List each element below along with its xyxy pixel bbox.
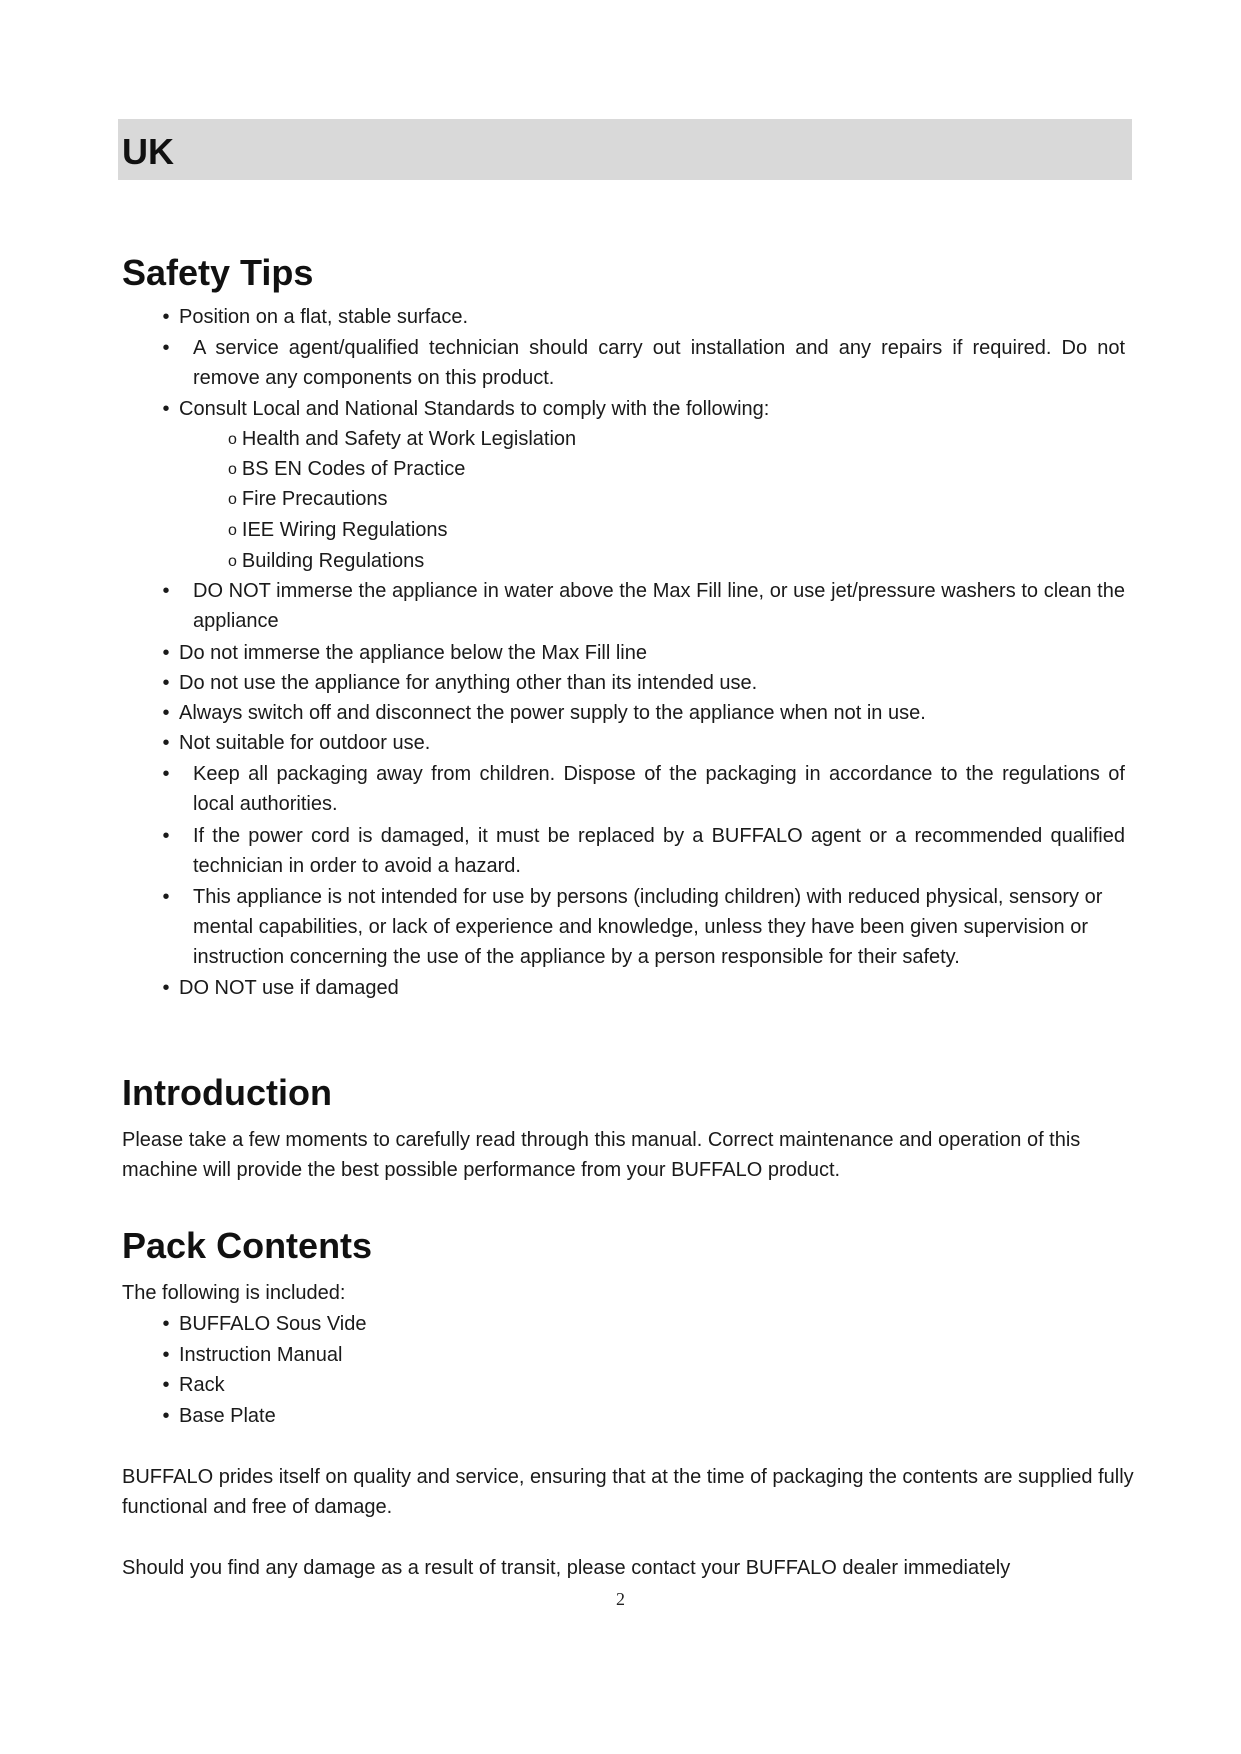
bullet-icon: •	[162, 1374, 170, 1396]
circle-bullet-icon: o	[228, 522, 237, 539]
page-number: 2	[616, 1589, 625, 1609]
bullet-icon: •	[162, 1313, 170, 1335]
introduction-body: Please take a few moments to carefully read through this manual. Correct maintenance and operation of this machine will provide the best possible performance from your BUFFALO product.	[122, 1129, 1081, 1181]
language-banner	[118, 119, 1132, 180]
circle-bullet-icon: o	[228, 553, 237, 570]
standards-item: o IEE Wiring Regulations	[228, 519, 448, 541]
quality-statement: BUFFALO prides itself on quality and service, ensuring that at the time of packaging the contents are supplied fully functional and free of damage.	[122, 1466, 1134, 1518]
bullet-icon: •	[162, 337, 170, 359]
bullet-icon: •	[162, 580, 170, 602]
bullet-icon: •	[162, 398, 170, 420]
safety-tips-heading: Safety Tips	[122, 252, 314, 293]
standards-item: o BS EN Codes of Practice	[228, 458, 466, 480]
pack-contents-lead: The following is included:	[122, 1282, 346, 1304]
bullet-icon: •	[162, 732, 170, 754]
bullet-icon: •	[162, 1405, 170, 1427]
language-title: UK	[122, 131, 174, 172]
circle-bullet-icon: o	[228, 431, 237, 448]
bullet-icon: •	[162, 642, 170, 664]
document-page: UK Safety Tips • Position on a flat, stable surface. • A service agent/qualified technician should carry out installation and any repairs if required. Do not remove any components on this product. • Consult Local and National Standards to comply with the following: o Health and Safety at Work Legislation o BS EN Codes of Practice o Fire Precautions o IEE Wiring Regulations o Building Regulations • DO NOT immerse the appliance in water above the Max Fill line, or use jet/pressure washers to clean the appliance • Do not immerse the appliance below the Max Fill line • Do not use the appliance for anything other than its intended use. • Always switch off and disconnect the power supply to the appliance when not in use. • Not suitable for outdoor use. • Keep all packaging away from children. Dispose of the packaging in accordance to the regulations of local authorities. • If the power cord is damaged, it must be replaced by a BUFFALO agent or a recommended qualified technician in order to avoid a hazard. • This appliance is not intended for use by persons (including children) with reduced physical, sensory or mental capabilities, or lack of experience and knowledge, unless they have been given supervision or instruction concerning the use of the appliance by a person responsible for their safety. • DO NOT use if damaged Introduction Please take a few moments to carefully read through this manual. Correct maintenance and operation of this machine will provide the best possible performance from your BUFFALO product. Pack Contents The following is included: • BUFFALO Sous Vide • Instruction Manual • Rack • Base Plate BUFFALO prides itself on quality and service, ensuring that at the time of packaging the contents are supplied fully functional and free of damage. Should you find any damage as a result of transit, please contact your BUFFALO dealer immediately 2	[0, 0, 1241, 1754]
bullet-icon: •	[162, 306, 170, 328]
bullet-icon: •	[162, 977, 170, 999]
bullet-icon: •	[162, 1344, 170, 1366]
pack-contents-heading: Pack Contents	[122, 1225, 373, 1266]
introduction-heading: Introduction	[122, 1072, 332, 1113]
bullet-icon: •	[162, 886, 170, 908]
bullet-icon: •	[162, 763, 170, 785]
bullet-icon: •	[162, 825, 170, 847]
circle-bullet-icon: o	[228, 461, 237, 478]
damage-notice: Should you find any damage as a result of transit, please contact your BUFFALO dealer immediately	[122, 1557, 1011, 1579]
standards-item: o Health and Safety at Work Legislation	[228, 428, 577, 450]
standards-item: o Building Regulations	[228, 550, 425, 572]
bullet-icon: •	[162, 702, 170, 724]
bullet-icon: •	[162, 672, 170, 694]
standards-item: o Fire Precautions	[228, 488, 388, 510]
circle-bullet-icon: o	[228, 491, 237, 508]
